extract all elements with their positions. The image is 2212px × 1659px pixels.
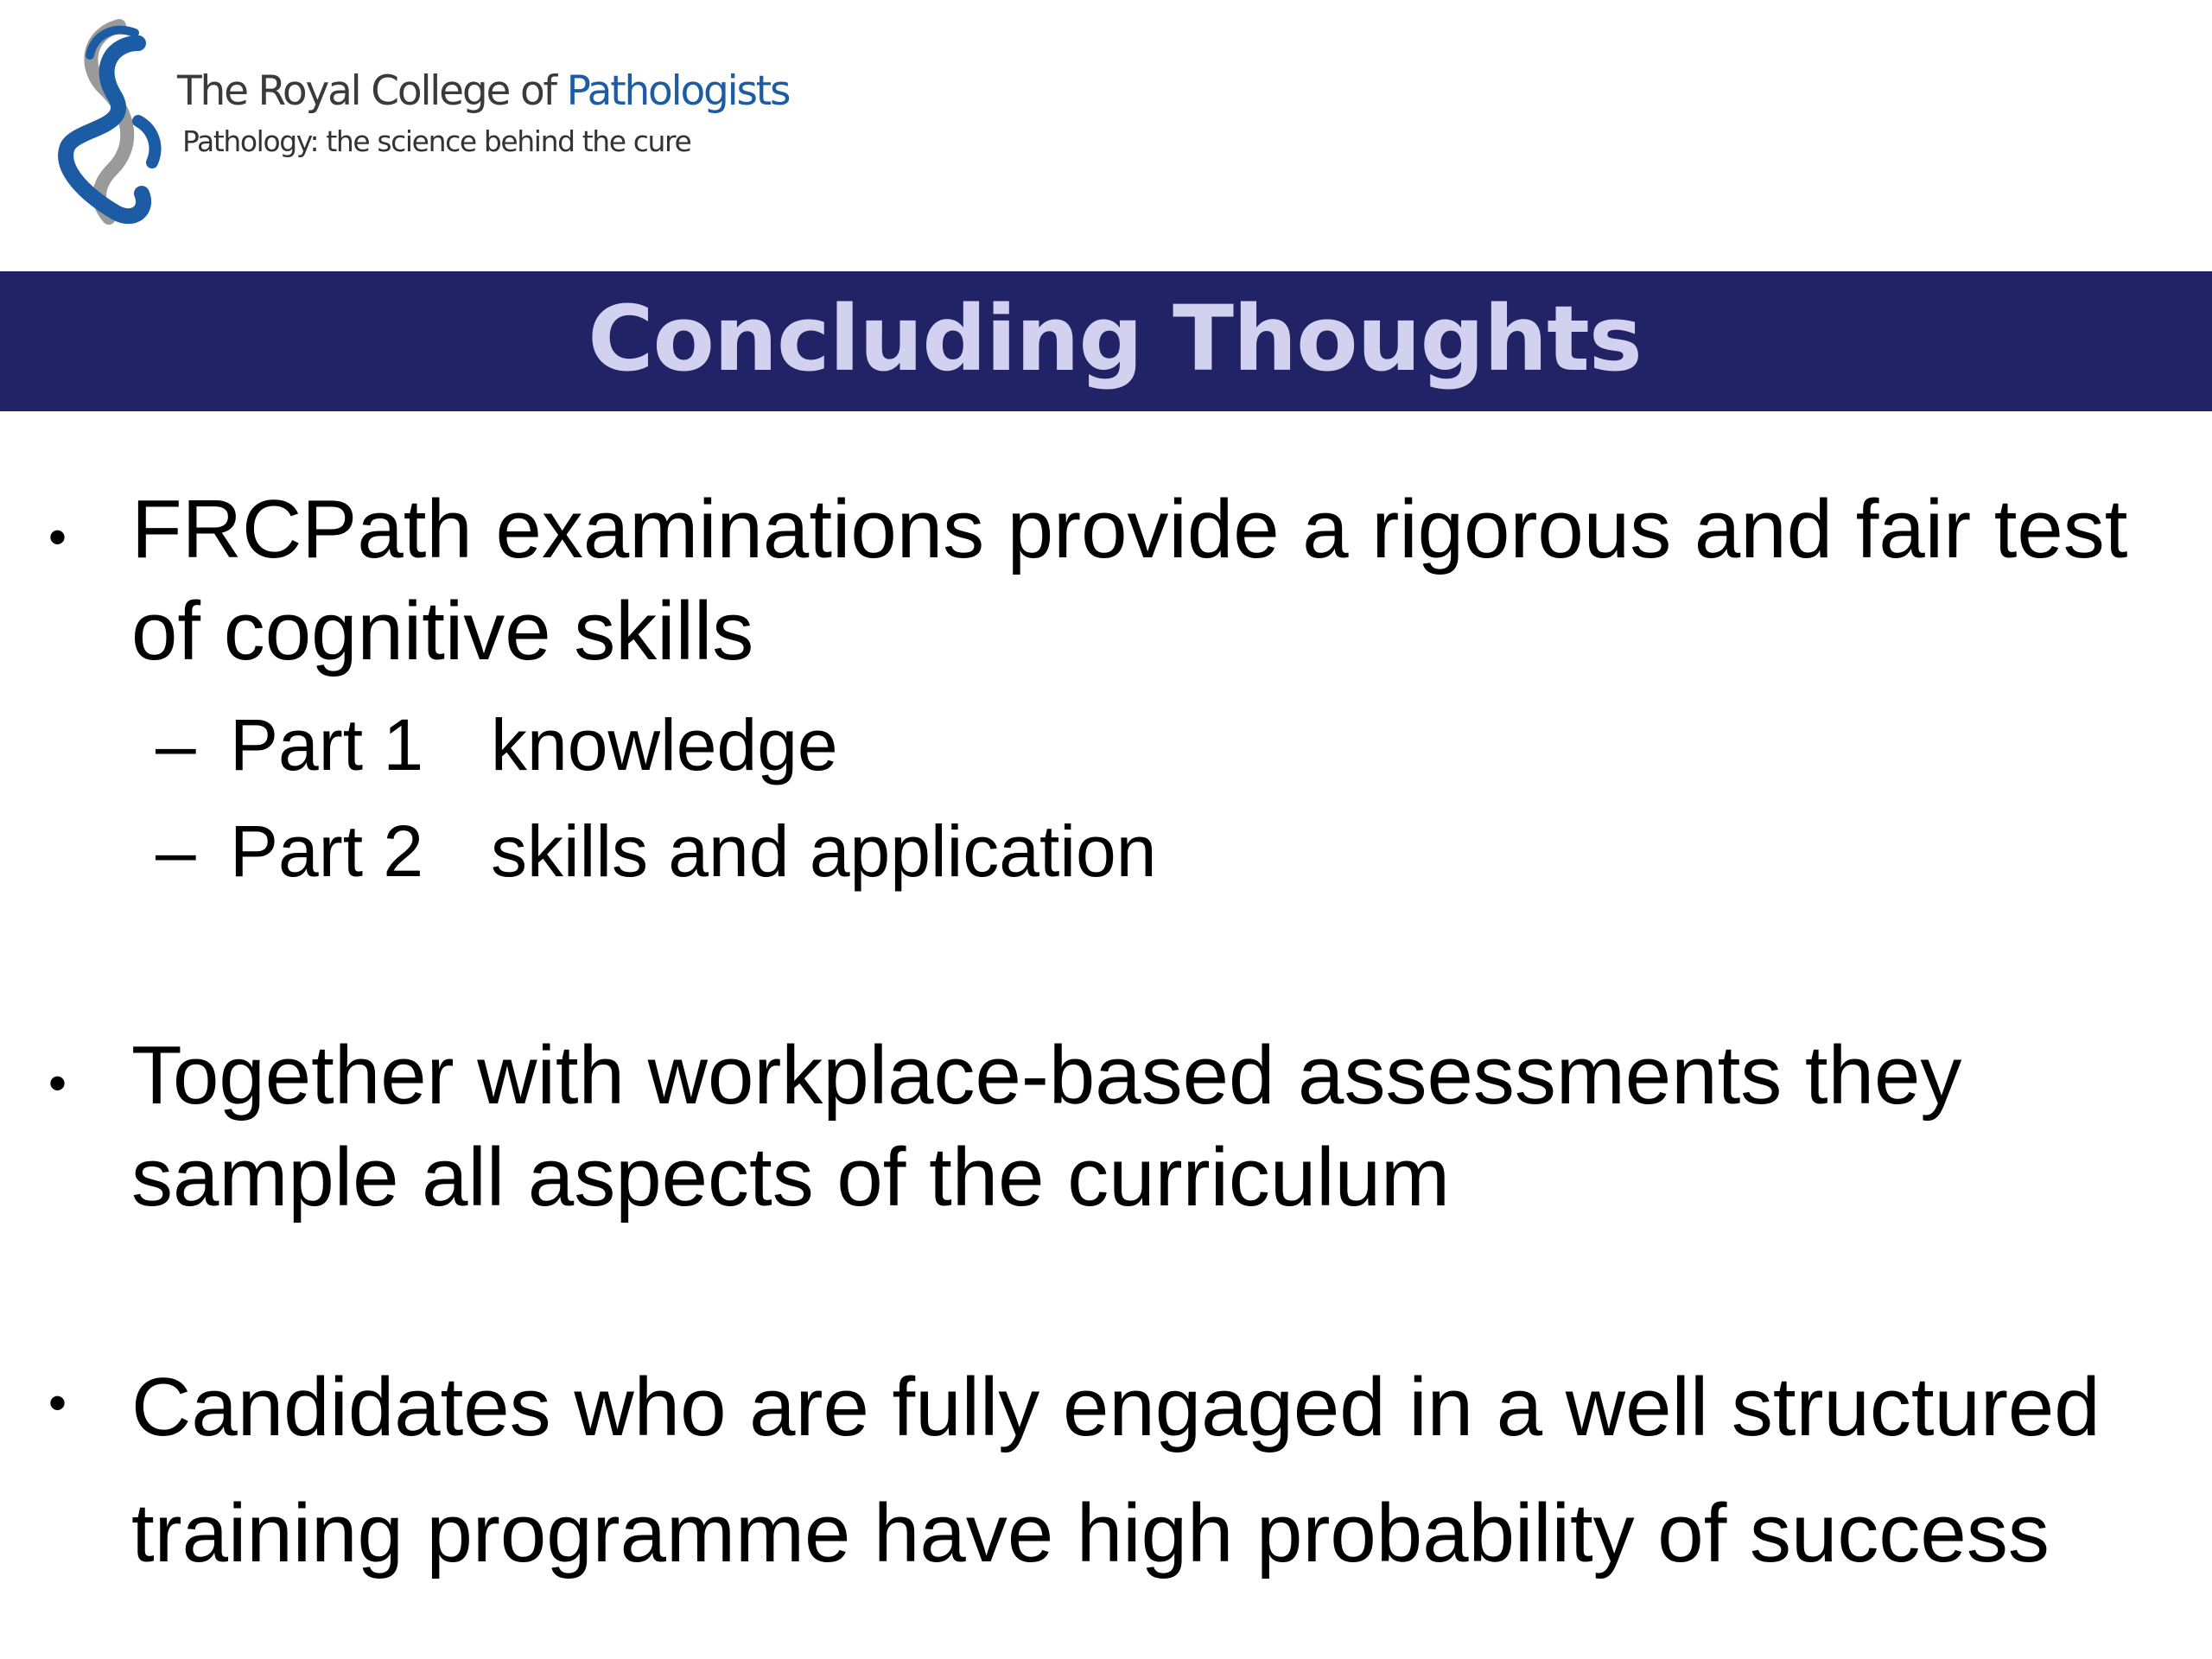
bullet-glyph: • (48, 508, 67, 566)
organization-name-plain: The Royal College of (177, 67, 567, 115)
bullet-glyph: • (48, 1054, 67, 1112)
bullet-text: FRCPath examinations provide a rigorous and fair test of cognitive skills (131, 483, 2128, 677)
bullet-glyph: • (48, 1374, 67, 1432)
organization-tagline: Pathology: the science behind the cure (182, 124, 691, 158)
sub-item-description: skills and application (491, 810, 1157, 892)
bullet-text: Together with workplace-based assessments they sample all aspects of the curriculum (131, 1029, 1962, 1224)
sub-item-part-label: Part 2 (230, 810, 424, 892)
slide-title: Concluding Thoughts (588, 286, 1642, 391)
sub-item-description: knowledge (491, 704, 838, 785)
organization-name-accent: Pathologists (566, 67, 790, 115)
sub-item-dash: – (156, 704, 196, 785)
sub-item-dash: – (156, 810, 196, 892)
sub-item-part-label: Part 1 (230, 704, 424, 785)
bullet-text: Candidates who are fully engaged in a well structured training programme have high probability of success (131, 1361, 2101, 1580)
